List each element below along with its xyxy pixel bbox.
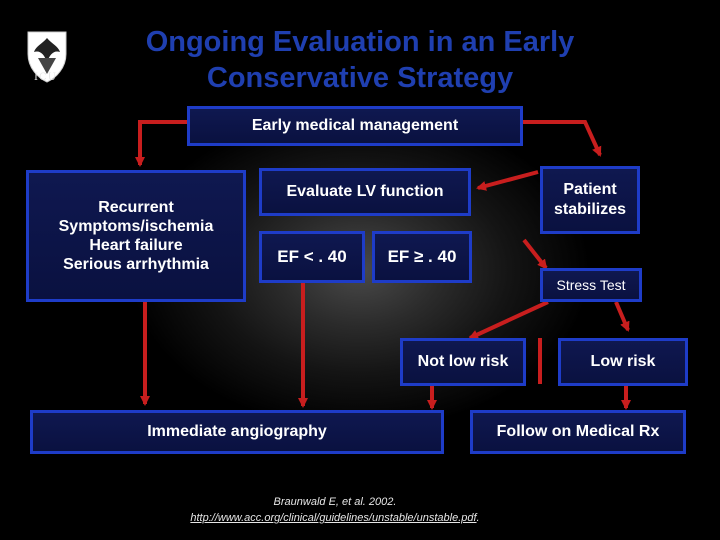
arrow-stress-to-low <box>616 302 628 330</box>
page-title <box>100 24 620 96</box>
node-ef-high: EF ≥ . 40 <box>372 231 472 283</box>
stabilizes-line-2: stabilizes <box>553 201 627 218</box>
node-patient-stabilizes <box>540 166 640 234</box>
logo-label: ICU <box>34 72 58 83</box>
node-low-risk: Low risk <box>558 338 688 386</box>
recurrent-line-4: Serious arrhythmia <box>63 256 209 273</box>
node-ef-low: EF < . 40 <box>259 231 365 283</box>
recurrent-line-2: Symptoms/ischemia <box>58 218 214 235</box>
recurrent-line-3: Heart failure <box>89 237 183 254</box>
node-immediate-angiography: Immediate angiography <box>30 410 444 454</box>
arrow-stabilizes-to-evaluate <box>478 172 538 188</box>
title-line-2: Conservative Strategy <box>206 62 514 94</box>
arrow-early-to-recurrent <box>140 122 188 165</box>
node-recurrent-symptoms <box>26 170 246 302</box>
recurrent-line-1: Recurrent <box>98 199 174 216</box>
node-not-low-risk: Not low risk <box>400 338 526 386</box>
node-early-medical-management: Early medical management <box>187 106 523 146</box>
node-follow-medical-rx: Follow on Medical Rx <box>470 410 686 454</box>
stabilizes-line-1: Patient <box>563 181 617 198</box>
node-evaluate-lv-function: Evaluate LV function <box>259 168 471 216</box>
citation-text: Braunwald E, et al. 2002. <box>273 496 397 508</box>
arrow-stabilizes-to-stress <box>524 240 546 268</box>
title-line-1: Ongoing Evaluation in an Early <box>145 26 575 58</box>
arrow-early-to-stabilizes <box>522 122 600 155</box>
arrow-stress-to-notlow <box>470 302 548 338</box>
node-stress-test: Stress Test <box>540 268 642 302</box>
citation <box>150 494 520 526</box>
citation-trail: . <box>476 512 480 524</box>
citation-link[interactable]: http://www.acc.org/clinical/guidelines/unstable/unstable.pdf <box>190 512 477 524</box>
